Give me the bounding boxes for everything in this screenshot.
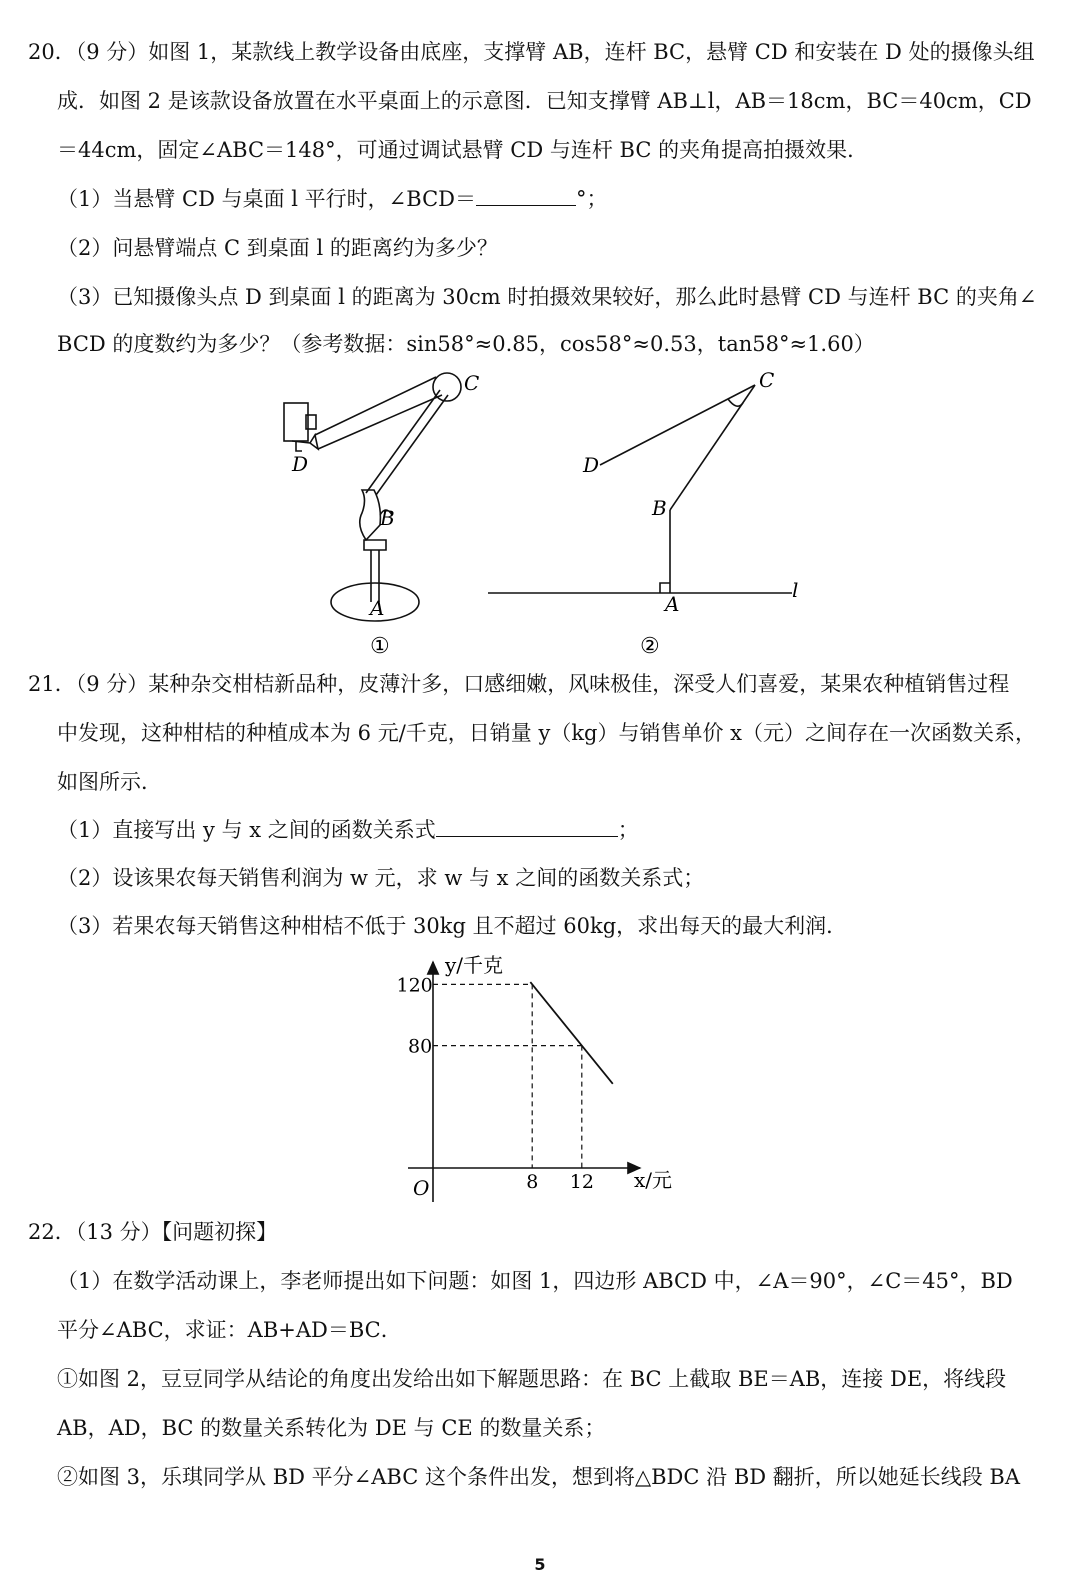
q20-line-3: ＝44cm，固定∠ABC＝148°，可通过调试悬臂 CD 与连杆 BC 的夹角提高拍摄效果． xyxy=(57,138,869,162)
q21-part-3: （3）若果农每天销售这种柑桔不低于 30kg 且不超过 60kg，求出每天的最大利润． xyxy=(57,914,848,938)
q20-line-2: 成．如图 2 是该款设备放置在水平桌面上的示意图．已知支撑臂 AB⊥l，AB＝18cm，BC＝40cm，CD xyxy=(57,89,1032,113)
answer-blank xyxy=(436,816,618,837)
y-axis-label: y/千克 xyxy=(445,953,504,977)
q22-line-6: ②如图 3，乐琪同学从 BD 平分∠ABC 这个条件出发，想到将△BDC 沿 BD 翻折，所以她延长线段 BA xyxy=(57,1465,1021,1489)
label-a: A xyxy=(370,596,385,620)
label-b: B xyxy=(380,506,395,530)
q22-line-2: （1）在数学活动课上，李老师提出如下问题：如图 1，四边形 ABCD 中，∠A＝90°，∠C＝45°，BD xyxy=(57,1269,1013,1293)
label-a: A xyxy=(665,592,680,616)
figure-2-schematic xyxy=(480,365,820,665)
joint-b xyxy=(364,540,386,550)
link-bc xyxy=(366,390,448,495)
x-tick-label: 12 xyxy=(569,1171,594,1193)
q22-line-5: AB，AD，BC 的数量关系转化为 DE 与 CE 的数量关系； xyxy=(57,1416,606,1440)
figure-1-caption: ① xyxy=(370,634,390,659)
support-arm-ab xyxy=(371,550,379,602)
x-axis-label: x/元 xyxy=(634,1168,673,1192)
q22-line-3: 平分∠ABC，求证：AB+AD＝BC． xyxy=(57,1318,402,1342)
camera-body xyxy=(284,403,308,441)
angle-arc-c xyxy=(728,399,743,406)
origin-label: O xyxy=(413,1176,430,1200)
q20-part-2: （2）问悬臂端点 C 到桌面 l 的距离约为多少？ xyxy=(57,236,498,260)
x-tick-label: 8 xyxy=(526,1171,539,1193)
function-line xyxy=(530,982,612,1084)
segment-cd xyxy=(600,385,755,465)
clamp-b xyxy=(360,490,381,540)
schematic-drawing xyxy=(488,385,792,593)
sales-chart xyxy=(390,950,710,1210)
q21-line-3: 如图所示． xyxy=(57,770,162,794)
q21-line-1: 21．（9 分）某种杂交柑桔新品种，皮薄汁多，口感细嫩，风味极佳，深受人们喜爱，某果农种植销售过程 xyxy=(28,672,1010,696)
q20-part-3-line-1: （3）已知摄像头点 D 到桌面 l 的距离为 30cm 时拍摄效果较好，那么此时悬臂 CD 与连杆 BC 的夹角∠ xyxy=(57,285,1037,309)
answer-blank xyxy=(476,185,576,206)
q20-part-3-line-2: BCD 的度数约为多少？（参考数据：sin58°≈0.85，cos58°≈0.53，tan58°≈1.60） xyxy=(57,332,875,356)
label-d: D xyxy=(292,452,309,476)
label-c: C xyxy=(759,368,775,392)
figure-1-device xyxy=(270,365,500,665)
label-b: B xyxy=(652,496,667,520)
q20-line-1: 20．（9 分）如图 1，某款线上教学设备由底座，支撑臂 AB，连杆 BC，悬臂 CD 和安装在 D 处的摄像头组 xyxy=(28,40,1035,64)
q21-part-2: （2）设该果农每天销售利润为 w 元，求 w 与 x 之间的函数关系式； xyxy=(57,866,705,890)
q20-part-1-tail: °； xyxy=(576,187,608,211)
q20-part-1 xyxy=(57,185,608,213)
q21-part-1-tail: ； xyxy=(617,818,639,842)
figure-2-caption: ② xyxy=(640,634,660,659)
q21-line-2: 中发现，这种柑桔的种植成本为 6 元/千克，日销量 y（kg）与销售单价 x（元）之间存在一次函数关系， xyxy=(57,721,1037,745)
label-l: l xyxy=(792,578,799,602)
label-d: D xyxy=(583,453,600,477)
q21-part-1 xyxy=(57,816,639,844)
page-number: 5 xyxy=(534,1555,546,1574)
q20-part-1-text: （1）当悬臂 CD 与桌面 l 平行时，∠BCD＝ xyxy=(57,187,477,211)
q21-part-1-text: （1）直接写出 y 与 x 之间的函数关系式 xyxy=(57,818,436,842)
device-drawing xyxy=(284,373,461,621)
label-c: C xyxy=(464,371,480,395)
y-tick-label: 120 xyxy=(396,974,433,997)
q22-line-1: 22．（13 分）【问题初探】 xyxy=(28,1220,278,1244)
chart-marks xyxy=(397,974,613,1193)
q22-line-4: ①如图 2，豆豆同学从结论的角度出发给出如下解题思路：在 BC 上截取 BE＝AB，连接 DE，将线段 xyxy=(57,1367,1007,1391)
y-tick-label: 80 xyxy=(408,1035,433,1058)
